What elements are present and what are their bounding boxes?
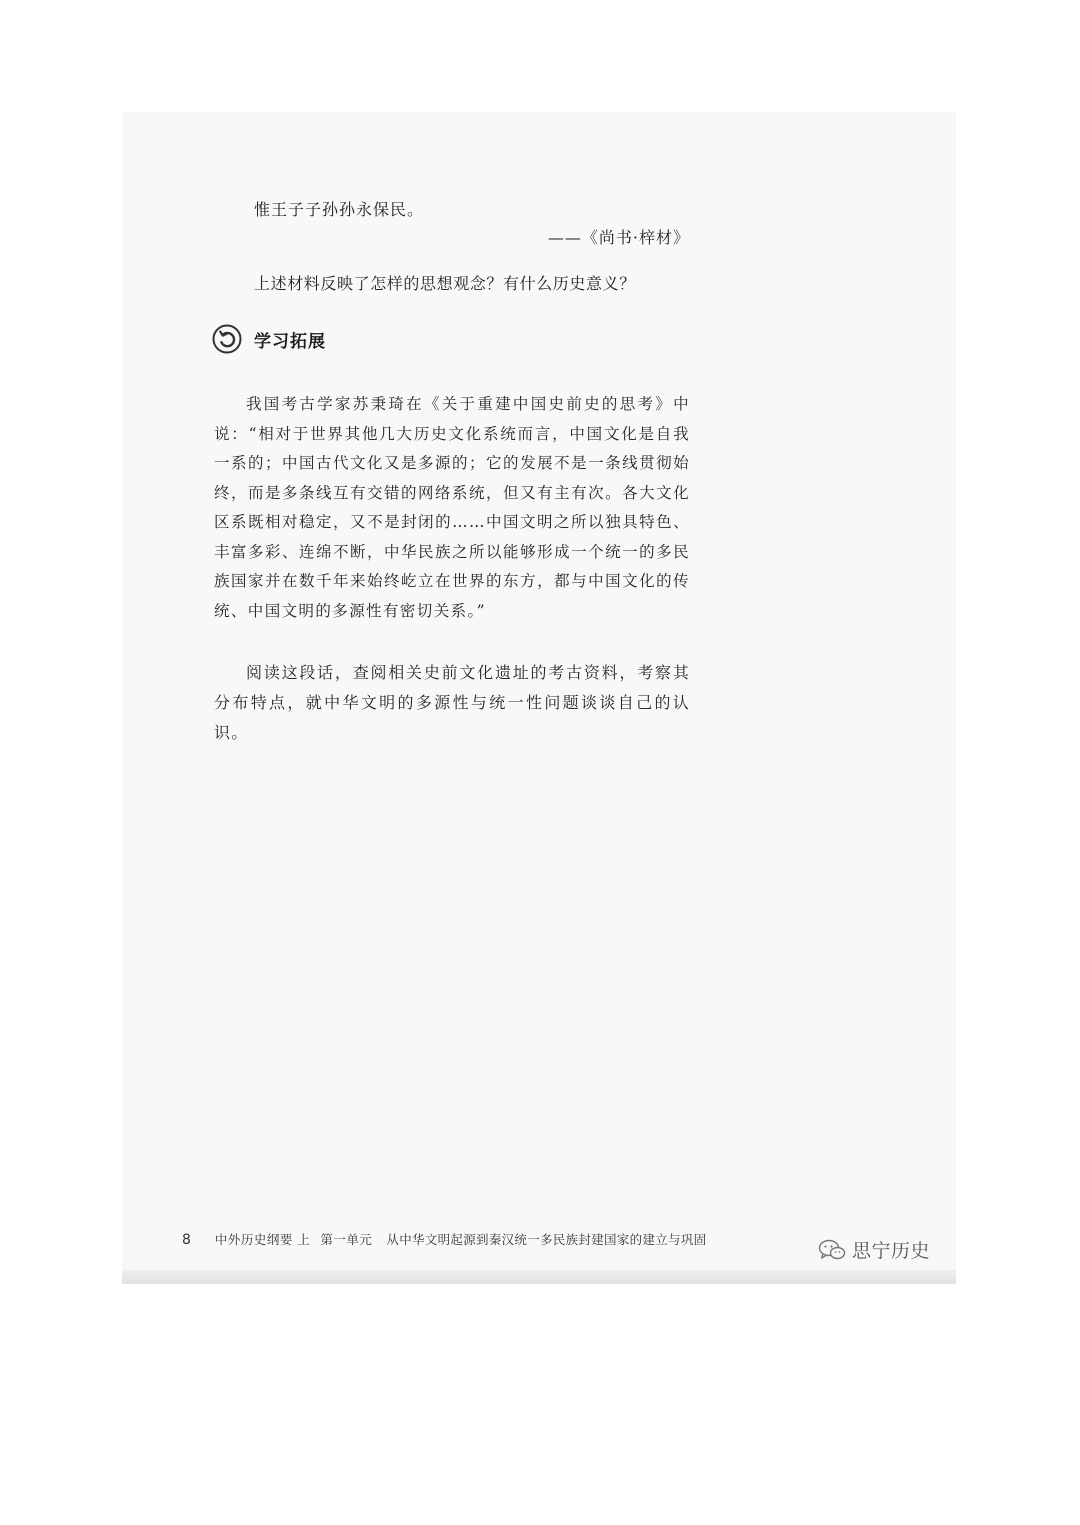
watermark-text: 思宁历史 bbox=[852, 1240, 931, 1262]
page-bottom-edge bbox=[122, 1270, 956, 1284]
page-footer bbox=[182, 1230, 762, 1248]
task-paragraph: 阅读这段话，查阅相关史前文化遗址的考古资料，考察其分布特点，就中华文明的多源性与统一性问题谈谈自己的认识。 bbox=[214, 663, 690, 742]
quote-source: ——《尚书·梓材》 bbox=[547, 228, 690, 247]
discussion-question: 上述材料反映了怎样的思想观念？有什么历史意义？ bbox=[254, 274, 636, 293]
watermark bbox=[818, 1236, 930, 1263]
wechat-icon bbox=[818, 1239, 846, 1261]
page-number: 8 bbox=[182, 1232, 191, 1248]
page-content bbox=[214, 198, 690, 748]
excerpt-paragraph: 我国考古学家苏秉琦在《关于重建中国史前史的思考》中说：“相对于世界其他几大历史文化系统而言，中国文化是自我一系的；中国古代文化又是多源的；它的发展不是一条线贯彻始终，而是多条线互有交错的网络系统，但又有主有次。各大文化区系既相对稳定，又不是封闭的……中国文明之所以独具特色、丰富多彩、连绵不断，中华民族之所以能够形成一个统一的多民族国家并在数千年来始终屹立在世界的东方，都与中国文化的传统、中国文明的多源性有密切关系。” bbox=[214, 395, 690, 620]
footer-unit: 第一单元 bbox=[320, 1232, 373, 1247]
quote-text: 惟王子子孙孙永保民。 bbox=[254, 200, 425, 219]
section-heading bbox=[212, 324, 690, 354]
footer-book-title: 中外历史纲要 上 bbox=[214, 1232, 311, 1247]
footer-unit-title: 从中华文明起源到秦汉统一多民族封建国家的建立与巩固 bbox=[386, 1232, 707, 1247]
circular-arrow-icon bbox=[212, 324, 242, 354]
section-title: 学习拓展 bbox=[254, 331, 326, 352]
